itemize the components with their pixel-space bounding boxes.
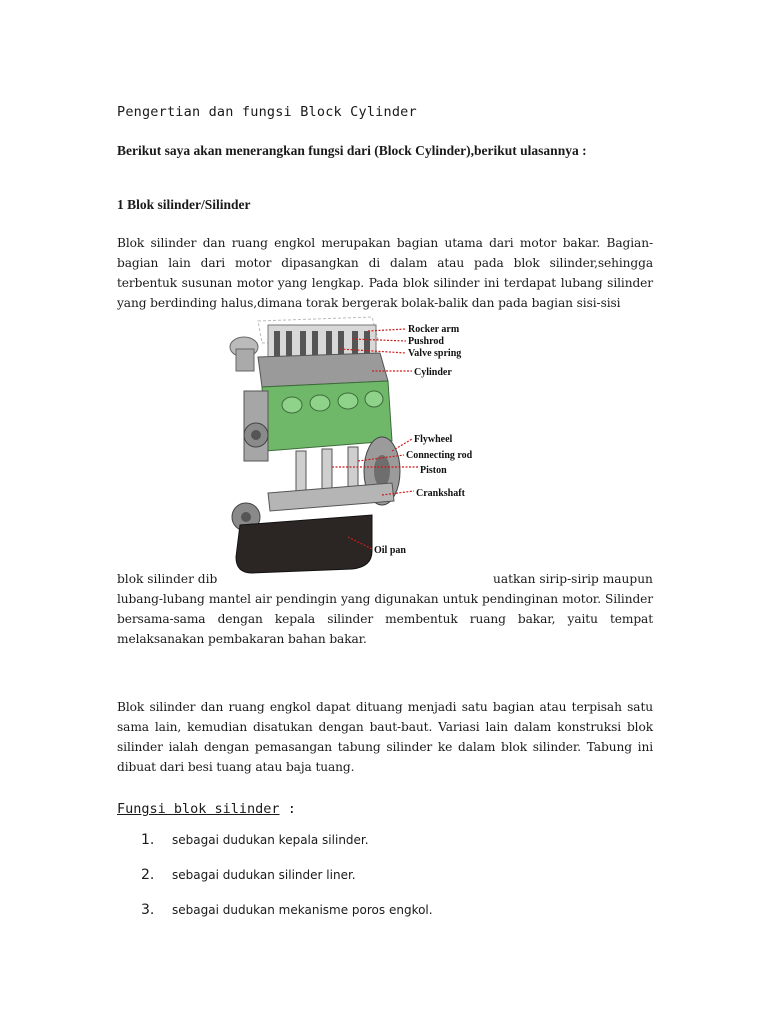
paragraph-2-start-right: uatkan sirip-sirip maupun — [493, 572, 653, 586]
timing-gear-illustration — [244, 391, 268, 461]
list-item-text: sebagai dudukan mekanisme poros engkol. — [172, 903, 433, 917]
list-item-text: sebagai dudukan silinder liner. — [172, 868, 356, 882]
label-cylinder: Cylinder — [414, 367, 452, 378]
document-title: Pengertian dan fungsi Block Cylinder — [117, 104, 417, 120]
label-oil-pan: Oil pan — [374, 545, 406, 556]
label-rocker-arm: Rocker arm — [408, 324, 460, 335]
label-flywheel: Flywheel — [414, 434, 453, 445]
intro-text: Berikut saya akan menerangkan fungsi dari (Block Cylinder),berikut ulasannya : — [117, 143, 587, 158]
list-item — [141, 832, 433, 867]
list-item-text: sebagai dudukan kepala silinder. — [172, 833, 369, 847]
paragraph-2: lubang-lubang mantel air pendingin yang digunakan untuk pendinginan motor. Silinder bersama-sama dengan kepala silinder membentuk ruang bakar, yaitu tempat melaksanakan pembakaran bahan bakar. — [117, 592, 653, 646]
list-item — [141, 902, 433, 937]
list-item-number: 1. — [141, 832, 155, 848]
paragraph-1: Blok silinder dan ruang engkol merupakan bagian utama dari motor bakar. Bagian-bagian lain dari motor dipasangkan di dalam atau pada blok silinder,sehingga terbentuk susunan motor yang lengkap. Pada blok silinder ini terdapat lubang silinder yang berdinding halus,dimana torak bergerak bolak-balik dan pada bagian sisi-sisi — [117, 236, 653, 310]
label-crankshaft: Crankshaft — [416, 488, 465, 499]
fungsi-heading-text: Fungsi blok silinder — [117, 801, 280, 817]
list-item — [141, 867, 433, 902]
label-pushrod: Pushrod — [408, 336, 444, 347]
engine-diagram — [222, 311, 492, 583]
list-item-number: 2. — [141, 867, 155, 883]
label-valve-spring: Valve spring — [408, 348, 462, 359]
label-connecting-rod: Connecting rod — [406, 450, 473, 461]
section-heading: 1 Blok silinder/Silinder — [117, 197, 251, 212]
label-piston: Piston — [420, 465, 447, 476]
list-item-number: 3. — [141, 902, 155, 918]
oil-pan-illustration — [236, 515, 372, 573]
paragraph-2-start-left: blok silinder dib — [117, 572, 218, 586]
fungsi-heading-colon: : — [279, 801, 296, 817]
fungsi-heading — [117, 801, 296, 817]
fungsi-list — [141, 832, 433, 937]
paragraph-3: Blok silinder dan ruang engkol dapat dituang menjadi satu bagian atau terpisah satu sama lain, kemudian disatukan dengan baut-baut. Variasi lain dalam konstruksi blok silinder ialah dengan pemasangan tabung silinder ke dalam blok silinder. Tabung ini dibuat dari besi tuang atau baja tuang. — [117, 700, 653, 774]
